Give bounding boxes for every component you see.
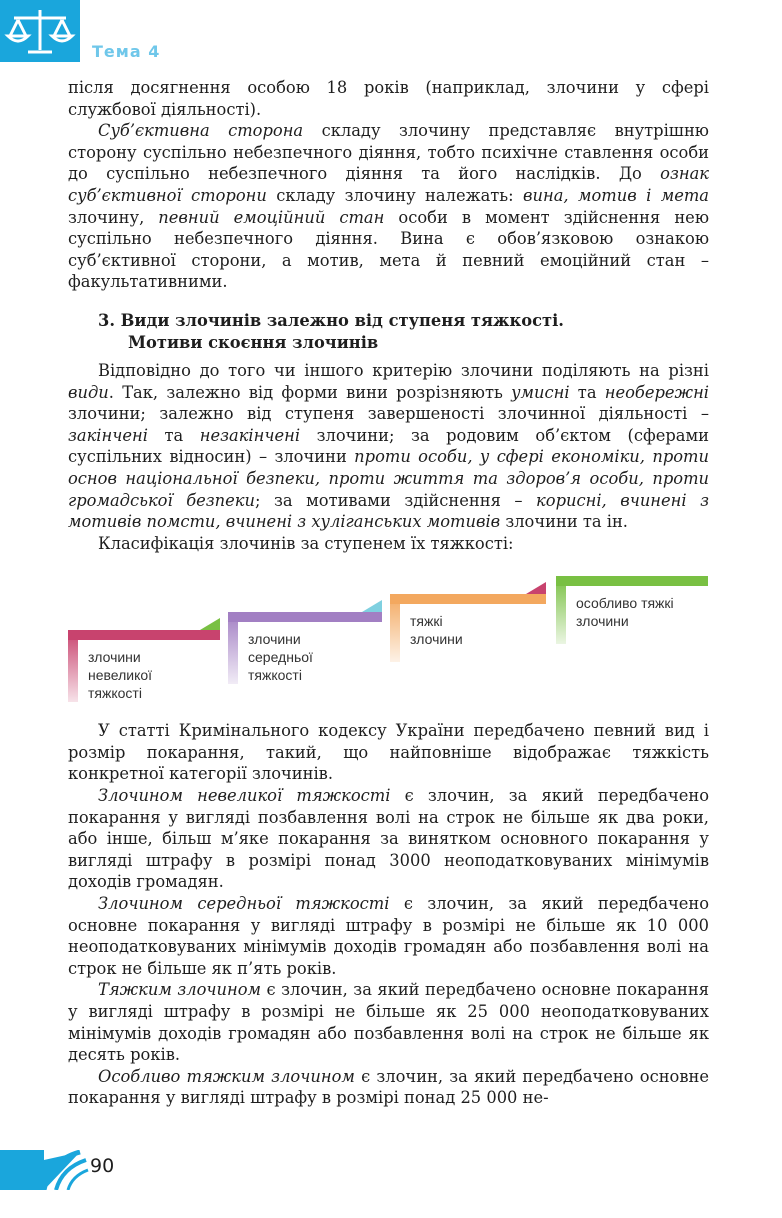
steps-graphic bbox=[68, 562, 709, 708]
section-heading: 3. Види злочинів залежно від ступеня тяжкості. Мотиви скоєння злочинів bbox=[98, 310, 564, 352]
page-number: 90 bbox=[90, 1155, 115, 1177]
topic-label: Тема 4 bbox=[92, 42, 161, 61]
paragraph: Злочином невеликої тяжкості є злочин, за який передбачено покарання у вигляді позбавлення волі на строк не більше як два роки, або інше, більш м’яке покарання за винятком основного покарання у вигляді штрафу в розмірі понад 3000 неоподатковуваних мінімумів доходів громадян. bbox=[68, 786, 710, 892]
paragraph: після досягнення особою 18 років (наприклад, злочини у сфері службової діяльності). bbox=[68, 78, 709, 119]
page-body bbox=[68, 77, 709, 1109]
paragraph: Злочином середньої тяжкості є злочин, за який передбачено основне покарання у вигляді штрафу в розмірі не більше як 10 000 неоподатковуваних мінімумів доходів громадян або позбавлення волі на строк не більше як п’ять років. bbox=[68, 894, 709, 978]
paragraph: Суб’єктивна сторона складу злочину представляє внутрішню сторону суспільно небезпечного діяння, тобто психічне ставлення особи до суспільно небезпечного діяння та його наслідків. До ознак суб’єктивної сторони складу злочину належать: вина, мотив і мета злочину, певний емоційний стан особи в момент здійснення нею суспільно небезпечного діяння. Вина є обов’язковою ознакою суб’єктивної сторони, а мотив, мета й певний емоційний стан – факультативними. bbox=[68, 121, 709, 292]
paragraph: Класифікація злочинів за ступенем їх тяжкості: bbox=[98, 533, 514, 553]
topic-logo bbox=[0, 0, 80, 62]
step-label-medium: злочини середньої тяжкості bbox=[248, 631, 313, 684]
severity-steps-diagram bbox=[68, 562, 709, 708]
paragraph: У статті Кримінального кодексу України передбачено певний вид і розмір покарання, такий, що найповніше відображає тяжкість конкретної категорії злочинів. bbox=[68, 721, 709, 784]
step-label-grave: тяжкі злочини bbox=[410, 613, 463, 648]
paragraph: Тяжким злочином є злочин, за який передбачено основне покарання у вигляді штрафу в розмірі не більше як 25 000 неоподатковуваних мінімумів доходів громадян або позбавлення волі на строк не більше як десять років. bbox=[68, 980, 710, 1065]
paragraph: Особливо тяжким злочином є злочин, за який передбачено основне покарання у вигляді штрафу в розмірі понад 25 000 не- bbox=[68, 1066, 709, 1108]
step-label-minor: злочини невеликої тяжкості bbox=[88, 649, 153, 702]
step-label-especially-grave: особливо тяжкі злочини bbox=[576, 595, 674, 630]
scales-icon bbox=[4, 6, 76, 58]
paragraph: Відповідно до того чи іншого критерію злочини поділяють на різні види. Так, залежно від форми вини розрізняють умисні та необережні злочини; залежно від ступеня завершеності злочинної діяльності – закінчені та незакінчені злочини; за родовим об’єктом (сферами суспільних відносин) – злочини проти особи, у сфері економіки, проти основ національної безпеки, проти життя та здоров’я особи, проти громадської безпеки; за мотивами здійснення – корисні, вчинені з мотивів помсти, вчинені з хуліганських мотивів злочини та ін. bbox=[68, 360, 709, 532]
